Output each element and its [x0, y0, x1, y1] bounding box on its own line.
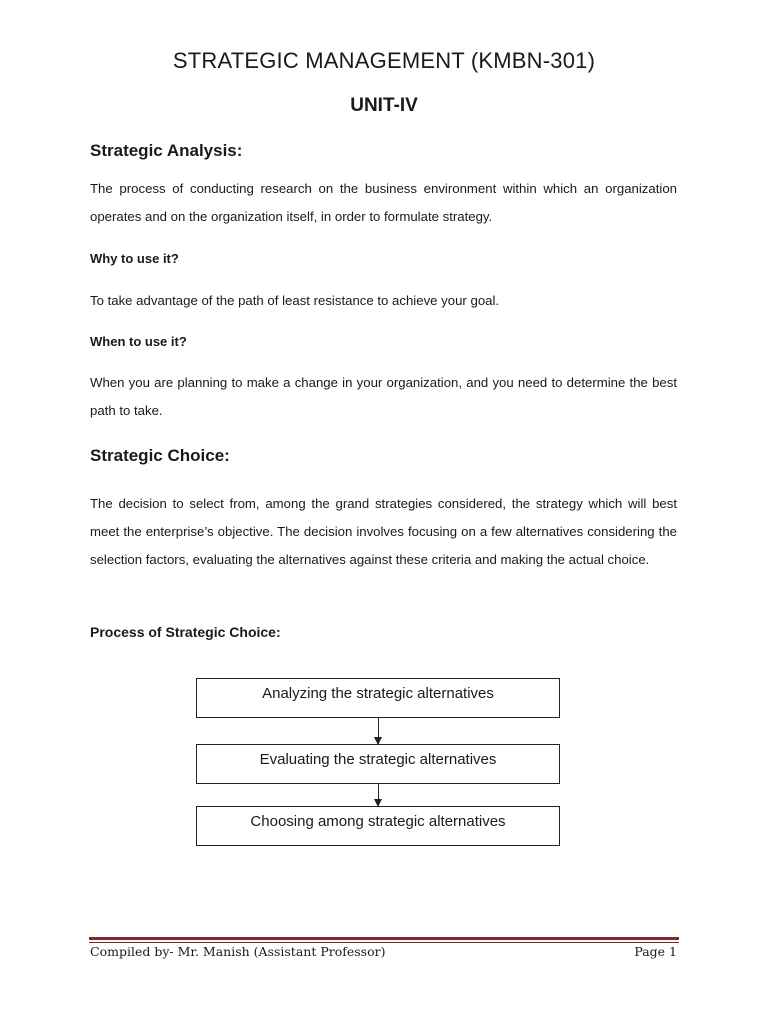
strategic-choice-heading: Strategic Choice: — [90, 446, 230, 465]
unit-heading: UNIT-IV — [350, 95, 418, 116]
why-heading-wrap — [90, 251, 677, 266]
strategic-choice-definition-wrap — [90, 490, 677, 574]
strategic-analysis-definition: The process of conducting research on the business environment within which an organization operates and on the organization itself, in order to formulate strategy. — [90, 181, 677, 224]
footer-divider-thin — [89, 942, 679, 943]
strategic-choice-heading-wrap — [90, 446, 677, 466]
process-heading-wrap — [90, 624, 677, 640]
strategic-analysis-definition-wrap — [90, 175, 677, 231]
footer-page-number: Page 1 — [634, 944, 677, 959]
strategic-analysis-heading-wrap — [90, 141, 677, 161]
when-text-wrap — [90, 369, 677, 425]
when-text: When you are planning to make a change in your organization, and you need to determine the best path to take. — [90, 375, 677, 418]
when-heading-wrap — [90, 334, 677, 349]
arrow-down-icon — [378, 718, 379, 744]
why-text-wrap — [90, 287, 677, 315]
strategic-choice-definition: The decision to select from, among the grand strategies considered, the strategy which will best meet the enterprise’s objective. The decision involves focusing on a few alternatives considering the selection factors, evaluating the alternatives against these criteria and making the actual choice. — [90, 496, 677, 567]
footer-compiled-by: Compiled by- Mr. Manish (Assistant Professor) — [90, 944, 386, 959]
flow-step-evaluating: Evaluating the strategic alternatives — [196, 744, 560, 784]
flow-step-choosing: Choosing among strategic alternatives — [196, 806, 560, 846]
when-heading: When to use it? — [90, 334, 187, 349]
document-title: STRATEGIC MANAGEMENT (KMBN-301) — [172, 48, 596, 73]
why-heading: Why to use it? — [90, 251, 179, 266]
footer-divider — [89, 937, 679, 940]
strategic-analysis-heading: Strategic Analysis: — [90, 141, 243, 160]
process-flowchart — [196, 678, 560, 848]
arrow-down-icon — [378, 784, 379, 806]
why-text: To take advantage of the path of least resistance to achieve your goal. — [90, 293, 500, 308]
flow-step-analyzing: Analyzing the strategic alternatives — [196, 678, 560, 718]
process-heading: Process of Strategic Choice: — [90, 624, 281, 640]
